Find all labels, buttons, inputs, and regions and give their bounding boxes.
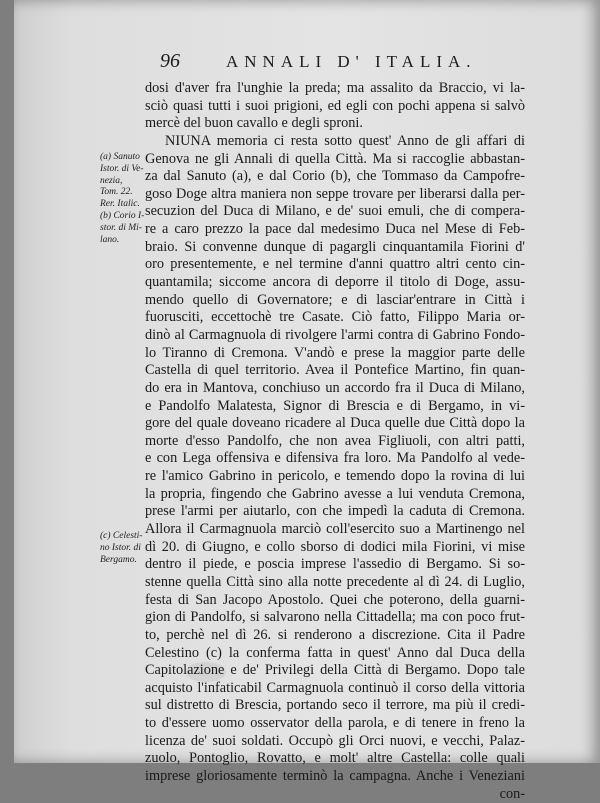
text-line: re a caro prezzo la pace dal medesimo Duca nel Mese di Feb- bbox=[145, 221, 525, 238]
text-line: gion di Pandolfo, si salvarono nella Cittadella; ma con poco frut- bbox=[145, 609, 525, 626]
margin-note-b: (b) Corio I- stor. di Mi- lano. bbox=[100, 211, 145, 245]
text-line: to d'essere uomo osservator della parola, e di tenere in freno la bbox=[145, 715, 525, 732]
text-line: Castella di quel territorio. Avea il Pontefice Martino, fin quan- bbox=[145, 362, 525, 379]
text-line: Allora il Carmagnuola marciò coll'esercito suo a Martinengo nel bbox=[145, 521, 525, 538]
text-line: NIUNA memoria ci resta sotto quest' Anno de gli affari di bbox=[165, 132, 525, 149]
text-line: e con Lega offensiva e difensiva fra loro. Ma Pandolfo al vede- bbox=[145, 450, 525, 467]
text-line: imprese gloriosamente terminò la campagna. Anche i Veneziani bbox=[145, 767, 525, 784]
text-line: licenza de' suoi soldati. Occupò gli Orci nuovi, e vecchi, Palaz- bbox=[145, 732, 525, 749]
running-title: ANNALI D' ITALIA. bbox=[226, 52, 477, 71]
text-line: do era in Mantova, conchiuso un accordo fra il Duca di Milano, bbox=[145, 379, 525, 396]
text-line: la propria, fingendo che Gabrino avesse a lui venduta Cremona, bbox=[145, 485, 525, 502]
text-line: to, perchè nel dì 26. si renderono a discrezione. Cita il Padre bbox=[145, 626, 525, 643]
text-line: Genova ne gli Annali di quella Città. Ma si raccoglie abbastan- bbox=[145, 150, 525, 167]
text-line: Celestino (c) la conferma fatta in quest' Anno dal Duca della bbox=[145, 644, 525, 661]
text-line: festa di San Jacopo Apostolo. Quei che poterono, della guarni- bbox=[145, 591, 525, 608]
text-line: lo Tiranno di Cremona. V'andò e prese la maggior parte delle bbox=[145, 344, 525, 361]
text-line: stenne quella Città sino alla notte precedente al dì 24. di Luglio, bbox=[145, 573, 525, 590]
text-line: oro presentemente, e nel termine d'anni quattro altri cento cin- bbox=[145, 256, 525, 273]
text-line: prese l'armi per aiutarlo, con che impedì la caduta di Cremona. bbox=[145, 503, 525, 520]
text-line: quantamila; siccome ancora di deporre il titolo di Doge, assu- bbox=[145, 274, 525, 291]
text-line: mendo quello di Governatore; e di lasciar'entrare in Città i bbox=[145, 291, 525, 308]
text-line: Capitolazione e de' Privilegi della Città di Bergamo. Dopo tale bbox=[145, 662, 525, 679]
text-line: goso Doge altra maniera non seppe trovare per liberarsi dalla per- bbox=[145, 185, 525, 202]
text-line: dosi d'aver fra l'unghie la preda; ma assalito da Braccio, vi la- bbox=[145, 80, 525, 96]
text-line: mercè del buon cavallo e degli sproni. bbox=[145, 115, 363, 132]
text-line: acquisto l'infaticabil Carmagnuola continuò il corso della vittoria bbox=[145, 679, 525, 696]
text-line: za dal Sanuto (a), e dal Corio (b), che Tommaso da Campofre- bbox=[145, 168, 525, 185]
body-text bbox=[145, 80, 525, 803]
margin-note-a: (a) Sanuto Istor. di Ve- nezia, Tom. 22. Rer. Italic. bbox=[100, 152, 144, 210]
text-line: morte d'esso Pandolfo, che non avea Figliuoli, con altri patti, bbox=[145, 432, 525, 449]
text-line: fuorusciti, eccettochè tre Casate. Ciò fatto, Filippo Maria or- bbox=[145, 309, 525, 326]
text-line: secuzion del Duca di Milano, e de' suoi emuli, che di compera- bbox=[145, 203, 525, 220]
page-header bbox=[160, 50, 520, 74]
text-line: con- bbox=[499, 785, 525, 802]
text-line: re l'amico Gabrino in pericolo, e temendo dopo la rovina di lui bbox=[145, 468, 525, 485]
text-line: dinò al Carmagnuola di rivolgere l'armi contra di Gabrino Fondo- bbox=[145, 326, 525, 343]
page-number: 96 bbox=[160, 50, 180, 72]
text-line: sciò quasi tutti i suoi prigioni, ed egli con pochi appena si salvò bbox=[145, 97, 525, 114]
margin-note-c: (c) Celesti- no Istor. di Bergamo. bbox=[100, 531, 143, 565]
text-line: dì 20. di Giugno, e collo sborso di dodici mila Fiorini, vi mise bbox=[145, 538, 525, 555]
text-line: sul distretto di Brescia, portando seco il terrore, ma più il credi- bbox=[145, 697, 525, 714]
text-line: e Pandolfo Malatesta, Signor di Brescia e di Bergamo, in vi- bbox=[145, 397, 525, 414]
text-line: braio. Si convenne dunque di pagargli cinquantamila Fiorini d' bbox=[145, 238, 525, 255]
text-line: zuolo, Pontoglio, Rovatto, e molt' altre Castella: colle quali bbox=[145, 750, 525, 767]
text-line: gore del quale doveano ricadere al Duca quelle due Città dopo la bbox=[145, 415, 525, 432]
text-line: dentro il piede, e poscia imprese l'assedio di Bergamo. Si so- bbox=[145, 556, 525, 573]
